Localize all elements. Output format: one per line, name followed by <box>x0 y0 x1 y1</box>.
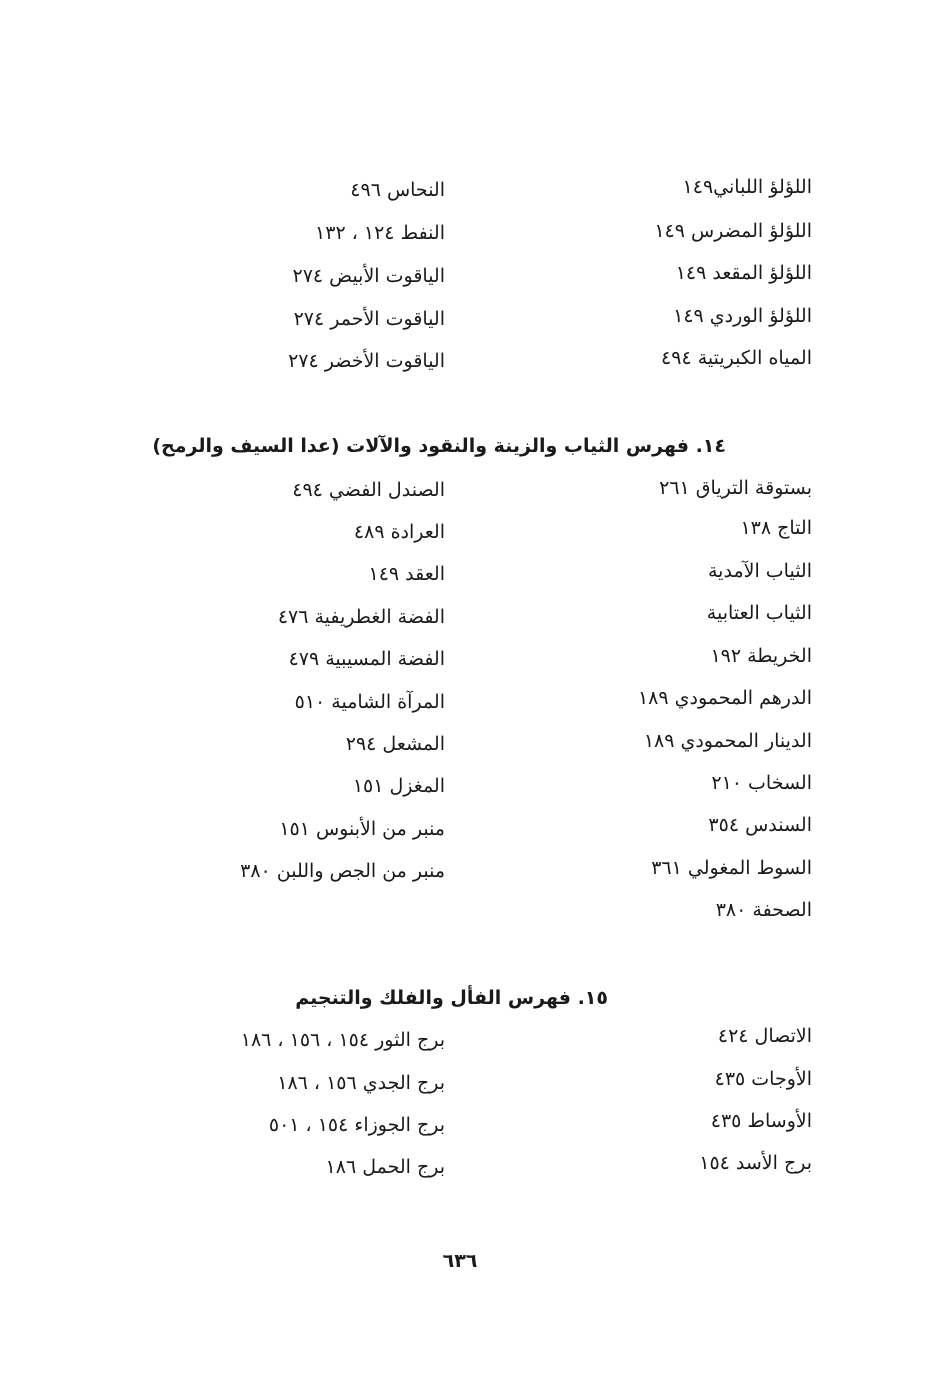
index-entry: المياه الكبريتية ٤٩٤ <box>661 347 812 369</box>
index-entry: المغزل ١٥١ <box>352 775 445 797</box>
index-entry: النفط ١٢٤ ، ١٣٢ <box>315 222 445 244</box>
index-entry: المرآة الشامية ٥١٠ <box>294 691 445 713</box>
index-entry: الخريطة ١٩٢ <box>710 645 812 667</box>
index-entry: العرادة ٤٨٩ <box>353 521 445 543</box>
index-entry: الاتصال ٤٢٤ <box>717 1025 812 1047</box>
index-entry: منبر من الأبنوس ١٥١ <box>279 818 445 840</box>
index-entry: التاج ١٣٨ <box>740 517 812 539</box>
index-entry: اللؤلؤ اللباني١٤٩ <box>682 176 812 198</box>
index-entry: الأوساط ٤٣٥ <box>710 1110 812 1132</box>
index-entry: الدينار المحمودي ١٨٩ <box>643 730 812 752</box>
index-entry: السوط المغولي ٣٦١ <box>651 857 812 879</box>
page-number: ٦٣٦ <box>442 1250 478 1272</box>
index-entry: الثياب العتابية <box>706 602 812 624</box>
index-entry: برج الجدي ١٥٦ ، ١٨٦ <box>277 1072 445 1094</box>
index-entry: اللؤلؤ الوردي ١٤٩ <box>673 305 812 327</box>
index-entry: السخاب ٢١٠ <box>711 772 812 794</box>
index-entry: بستوقة الترياق ٢٦١ <box>659 477 812 499</box>
section-heading: ١٥. فهرس الفأل والفلك والتنجيم <box>295 987 608 1009</box>
index-entry: الأوجات ٤٣٥ <box>714 1068 812 1090</box>
index-entry: النحاس ٤٩٦ <box>350 179 445 201</box>
index-entry: الياقوت الأحمر ٢٧٤ <box>293 308 445 330</box>
index-entry: منبر من الجص واللبن ٣٨٠ <box>240 860 445 882</box>
section-heading: ١٤. فهرس الثياب والزينة والنقود والآلات (عدا السيف والرمح) <box>152 435 726 457</box>
index-entry: برج الجوزاء ١٥٤ ، ٥٠١ <box>268 1114 445 1136</box>
index-entry: برج الأسد ١٥٤ <box>699 1152 812 1174</box>
index-entry: الفضة المسيبية ٤٧٩ <box>288 648 445 670</box>
index-entry: العقد ١٤٩ <box>368 563 445 585</box>
index-entry: الصحفة ٣٨٠ <box>715 899 812 921</box>
index-entry: الفضة الغطريفية ٤٧٦ <box>277 606 445 628</box>
index-entry: الياقوت الأخضر ٢٧٤ <box>288 350 445 372</box>
index-entry: اللؤلؤ المضرس ١٤٩ <box>654 220 812 242</box>
index-entry: السندس ٣٥٤ <box>708 814 812 836</box>
index-entry: الياقوت الأبيض ٢٧٤ <box>292 265 445 287</box>
index-entry: الصندل الفضي ٤٩٤ <box>292 479 445 501</box>
index-entry: اللؤلؤ المقعد ١٤٩ <box>675 262 812 284</box>
index-entry: برج الحمل ١٨٦ <box>325 1156 445 1178</box>
index-entry: برج الثور ١٥٤ ، ١٥٦ ، ١٨٦ <box>240 1029 445 1051</box>
index-entry: الدرهم المحمودي ١٨٩ <box>637 687 812 709</box>
index-entry: المشعل ٢٩٤ <box>345 733 445 755</box>
index-entry: الثياب الآمدية <box>708 560 812 582</box>
